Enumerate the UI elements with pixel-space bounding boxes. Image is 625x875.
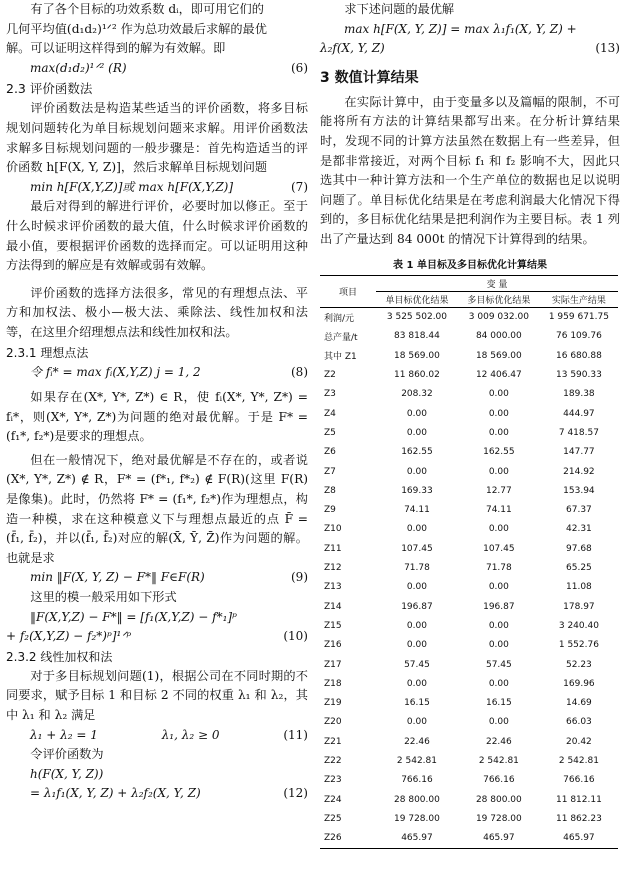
header-item: 项目 — [320, 275, 376, 307]
cell-value: 196.87 — [401, 601, 433, 612]
paragraph: 解。可以证明这样得到的解为有效解。即 — [6, 41, 226, 56]
cell-value: 52.23 — [566, 659, 592, 670]
cell-value: 465.97 — [458, 829, 540, 849]
table-row — [320, 771, 618, 790]
cell-value: 16 680.88 — [556, 350, 602, 361]
table-body — [320, 307, 618, 848]
table-row — [320, 693, 618, 712]
cell-value: 76 109.76 — [556, 331, 602, 342]
row-label: Z8 — [324, 485, 336, 496]
row-label: Z10 — [324, 524, 342, 535]
row-label: Z25 — [324, 813, 342, 824]
cell-value: 189.38 — [563, 389, 595, 400]
paragraph: 令评价函数为 — [30, 747, 104, 762]
cell-value: 66.03 — [566, 717, 592, 728]
table-row — [320, 655, 618, 674]
paragraph: 在实际计算中，由于变量多以及篇幅的限制，不可能将所有方法的计算结果都写出来。在分析计算结果时，发现不同的计算方法虽然在数据上有一些差异，但是都非常接近，对两个目标 f₁ 和 f₂ 影响不大，因此只选其中一种计算方法和一个生产单位的数据也足以说明问题了。单目标优化结果是在考虑利润最大化情况下得到的，多目标优化结果是把利润作为主要目标。表 1 列出了产量达到 84 000t 的情况下计算得到的结果。 — [320, 94, 620, 246]
cell-value: 18 569.00 — [394, 350, 440, 361]
cell-value: 12 406.47 — [475, 370, 522, 381]
cell-value: 83 818.44 — [394, 331, 440, 342]
row-label: Z16 — [324, 640, 342, 651]
table-row — [320, 501, 618, 520]
table-row — [320, 713, 618, 732]
cell-value: 22.46 — [485, 736, 512, 747]
cell-value: 0.00 — [488, 466, 509, 477]
row-label: Z13 — [324, 582, 342, 593]
table-row — [320, 307, 618, 327]
table-row — [320, 809, 618, 828]
right-column — [320, 0, 620, 849]
cell-value: 0.00 — [488, 678, 509, 689]
cell-value: 196.87 — [483, 601, 515, 612]
row-label: Z24 — [324, 794, 342, 805]
table-row — [320, 346, 618, 365]
row-label: Z14 — [324, 601, 342, 612]
row-label: Z18 — [324, 678, 342, 689]
cell-value: 0.00 — [488, 717, 509, 728]
cell-value: 465.97 — [540, 829, 618, 849]
cell-value: 0.00 — [406, 678, 427, 689]
equation-13: max h[F(X, Y, Z)] = max λ₁f₁(X, Y, Z) + — [344, 21, 577, 36]
cell-value: 7 418.57 — [558, 427, 599, 438]
row-label: Z17 — [324, 659, 342, 670]
paragraph: 几何平均值(d₁d₂)¹ᐟ² 作为总功效最后求解的最优 — [6, 21, 267, 36]
cell-value: 22.46 — [404, 736, 430, 747]
row-label: Z20 — [324, 717, 342, 728]
paragraph: 这里的模一般采用如下形式 — [30, 590, 177, 605]
cell-value: 766.16 — [401, 775, 433, 786]
cell-value: 0.00 — [488, 408, 509, 419]
row-label: Z5 — [324, 427, 336, 438]
cell-value: 169.33 — [401, 485, 433, 496]
row-label: 总产量/t — [324, 332, 358, 343]
subsection-heading: 2.3.2 线性加权和法 — [6, 649, 113, 664]
left-column — [6, 0, 308, 804]
paragraph: 评价函数的选择方法很多，常见的有理想点法、平方和加权法、极小—极大法、乘除法、线性加权和法等，在这里介绍理想点法和线性加权和法。 — [6, 285, 308, 339]
table-row — [320, 674, 618, 693]
cell-value: 107.45 — [401, 543, 433, 554]
equation-13-cont: λ₂f(X, Y, Z) (13) — [320, 41, 620, 56]
equation-9: min ‖F(X, Y, Z) − F*‖ F∈F(R) (9) — [30, 570, 308, 585]
cell-value: 0.00 — [406, 620, 427, 631]
cell-value: 0.00 — [406, 640, 427, 651]
subsection-heading: 2.3.1 理想点法 — [6, 345, 89, 360]
cell-value: 16.15 — [485, 698, 512, 709]
cell-value: 2 542.81 — [478, 756, 519, 766]
row-label: Z26 — [320, 829, 376, 849]
cell-value: 11 860.02 — [394, 370, 440, 381]
cell-value: 766.16 — [483, 775, 515, 786]
equation-12: h(F(X, Y, Z)) — [30, 766, 104, 781]
cell-value: 0.00 — [488, 427, 509, 438]
table-row — [320, 751, 618, 770]
cell-value: 11.08 — [566, 582, 592, 593]
row-label: Z3 — [324, 389, 336, 400]
row-label: Z2 — [324, 370, 336, 381]
cell-value: 153.94 — [563, 485, 595, 496]
row-label: Z11 — [324, 543, 342, 554]
paragraph: 但在一般情况下，绝对最优解是不存在的，或者说(X*, Y*, Z*) ∉ R，F* = (f*₁, f*₂) ∉ F(R)(这里 F(R)是像集)。此时，仍然将 F* = (f₁*, f₂*)作为理想点，构造一种模，求在这种模意义下与理想点最近的点 F̄ = (f̄₁, f̄₂)，并以(f̄₁, f̄₂)对应的解(X̄, Ȳ, Z̄)作为问题的解。也就是求 — [6, 452, 308, 565]
cell-value: 12.77 — [485, 485, 512, 496]
results-table — [320, 275, 618, 849]
row-label: Z12 — [324, 563, 342, 574]
cell-value: 19 728.00 — [394, 813, 440, 824]
table-row — [320, 327, 618, 346]
row-label: Z23 — [324, 775, 342, 786]
equation-12-cont: = λ₁f₁(X, Y, Z) + λ₂f₂(X, Y, Z) (12) — [30, 786, 308, 801]
table-row — [320, 732, 618, 751]
row-label: Z9 — [324, 505, 336, 516]
cell-value: 0.00 — [488, 582, 509, 593]
table-row — [320, 597, 618, 616]
cell-value: 11 862.23 — [556, 813, 602, 824]
cell-value: 0.00 — [406, 427, 427, 438]
cell-value: 20.42 — [566, 736, 592, 747]
equation-10: ‖F(X,Y,Z) − F*‖ = [f₁(X,Y,Z) − f*₁]ᵖ — [30, 609, 237, 624]
cell-value: 97.68 — [566, 543, 592, 554]
cell-value: 214.92 — [563, 466, 595, 477]
header-variables: 变 量 — [376, 275, 618, 291]
table-row — [320, 443, 618, 462]
cell-value: 0.00 — [488, 620, 509, 631]
table-row — [320, 404, 618, 423]
cell-value: 57.45 — [485, 659, 512, 670]
cell-value: 19 728.00 — [475, 813, 522, 824]
cell-value: 465.97 — [376, 829, 458, 849]
cell-value: 178.97 — [563, 601, 595, 612]
cell-value: 14.69 — [566, 698, 592, 709]
cell-value: 28 800.00 — [475, 794, 522, 805]
row-label: Z6 — [324, 447, 336, 458]
cell-value: 71.78 — [485, 563, 512, 574]
row-label: Z22 — [324, 756, 342, 766]
paragraph: 评价函数法是构造某些适当的评价函数，将多目标规划问题转化为单目标规划问题来求解。用评价函数法求解多目标规划问题的一般步骤是：首先构造适当的评价函数 h[F(X, Y, Z)]，然后求解单目标规划问题 — [6, 101, 308, 175]
cell-value: 0.00 — [406, 582, 427, 593]
cell-value: 84 000.00 — [475, 331, 522, 342]
cell-value: 74.11 — [404, 505, 430, 516]
cell-value: 42.31 — [566, 524, 592, 535]
row-label: Z19 — [324, 698, 342, 709]
cell-value: 3 525 502.00 — [386, 312, 448, 323]
cell-value: 0.00 — [406, 408, 427, 419]
row-label: 利润/元 — [324, 313, 355, 324]
equation-11: λ₁ + λ₂ = 1 λ₁, λ₂ ≥ 0 (11) — [30, 727, 308, 742]
table-row — [320, 558, 618, 577]
cell-value: 13 590.33 — [556, 370, 602, 381]
cell-value: 3 240.40 — [558, 620, 599, 631]
cell-value: 67.37 — [566, 505, 592, 516]
section-heading: 3 数值计算结果 — [320, 69, 419, 86]
cell-value: 169.96 — [563, 678, 595, 689]
table-row — [320, 636, 618, 655]
cell-value: 28 800.00 — [394, 794, 440, 805]
cell-value: 2 542.81 — [558, 756, 599, 766]
table-row — [320, 462, 618, 481]
cell-value: 162.55 — [401, 447, 433, 458]
cell-value: 0.00 — [488, 524, 509, 535]
table-row — [320, 365, 618, 384]
table-row — [320, 423, 618, 442]
paragraph: 如果存在(X*, Y*, Z*) ∈ R，使 fᵢ(X*, Y*, Z*) = fᵢ*，则(X*, Y*, Z*)为问题的绝对最优解。于是 F* = (f₁*, f₂*)是要求的理想点。 — [6, 390, 308, 444]
cell-value: 16.15 — [404, 698, 430, 709]
table-row — [320, 616, 618, 635]
cell-value: 162.55 — [483, 447, 515, 458]
table-caption: 表 1 单目标及多目标优化计算结果 — [393, 259, 547, 271]
paragraph: 对于多目标规划问题(1)，根据公司在不同时期的不同要求，赋予目标 1 和目标 2 不同的权重 λ₁ 和 λ₂，其中 λ₁ 和 λ₂ 满足 — [6, 668, 308, 722]
cell-value: 1 959 671.75 — [548, 312, 609, 323]
equation-6: max(d₁d₂)¹ᐟ² (R) (6) — [30, 60, 308, 75]
table-row — [320, 829, 618, 849]
cell-value: 71.78 — [404, 563, 430, 574]
row-label: 其中 Z1 — [324, 352, 357, 363]
paragraph: 有了各个目标的功效系数 dᵢ，即可用它们的 — [30, 2, 264, 16]
cell-value: 18 569.00 — [475, 350, 522, 361]
cell-value: 0.00 — [406, 524, 427, 535]
row-label: Z15 — [324, 620, 342, 631]
row-label: Z21 — [324, 736, 342, 747]
equation-7: min h[F(X,Y,Z)]或 max h[F(X,Y,Z)] (7) — [30, 179, 308, 194]
cell-value: 0.00 — [406, 466, 427, 477]
cell-value: 57.45 — [404, 659, 430, 670]
cell-value: 0.00 — [488, 640, 509, 651]
header-single-objective: 单目标优化结果 — [376, 291, 458, 307]
row-label: Z7 — [324, 466, 336, 477]
table-row — [320, 578, 618, 597]
table-row — [320, 790, 618, 809]
cell-value: 3 009 032.00 — [468, 312, 529, 323]
table-row — [320, 539, 618, 558]
header-multi-objective: 多目标优化结果 — [458, 291, 540, 307]
equation-8: 令 fᵢ* = max fᵢ(X,Y,Z) j = 1, 2 (8) — [30, 364, 308, 379]
cell-value: 208.32 — [401, 389, 433, 400]
cell-value: 0.00 — [488, 389, 509, 400]
cell-value: 444.97 — [563, 408, 595, 419]
cell-value: 11 812.11 — [556, 794, 602, 805]
cell-value: 65.25 — [566, 563, 592, 574]
row-label: Z4 — [324, 408, 336, 419]
equation-10-cont: + f₂(X,Y,Z) − f₂*)ᵖ]¹ᐟᵖ (10) — [6, 629, 308, 644]
cell-value: 74.11 — [485, 505, 512, 516]
header-actual-production: 实际生产结果 — [540, 291, 618, 307]
table-row — [320, 520, 618, 539]
cell-value: 1 552.76 — [558, 640, 599, 651]
cell-value: 107.45 — [483, 543, 515, 554]
paragraph: 最后对得到的解进行评价，必要时加以修正。至于什么时候求评价函数的最大值，什么时候求评价函数的最小值，要根据评价函数的选择而定。可以证明用这种方法得到的解应是有效解或弱有效解。 — [6, 199, 308, 273]
cell-value: 2 542.81 — [396, 756, 437, 766]
table-row — [320, 481, 618, 500]
cell-value: 766.16 — [563, 775, 595, 786]
cell-value: 147.77 — [563, 447, 595, 458]
section-heading: 2.3 评价函数法 — [6, 81, 93, 97]
cell-value: 0.00 — [406, 717, 427, 728]
paragraph: 求下述问题的最优解 — [344, 2, 455, 16]
table-row — [320, 385, 618, 404]
